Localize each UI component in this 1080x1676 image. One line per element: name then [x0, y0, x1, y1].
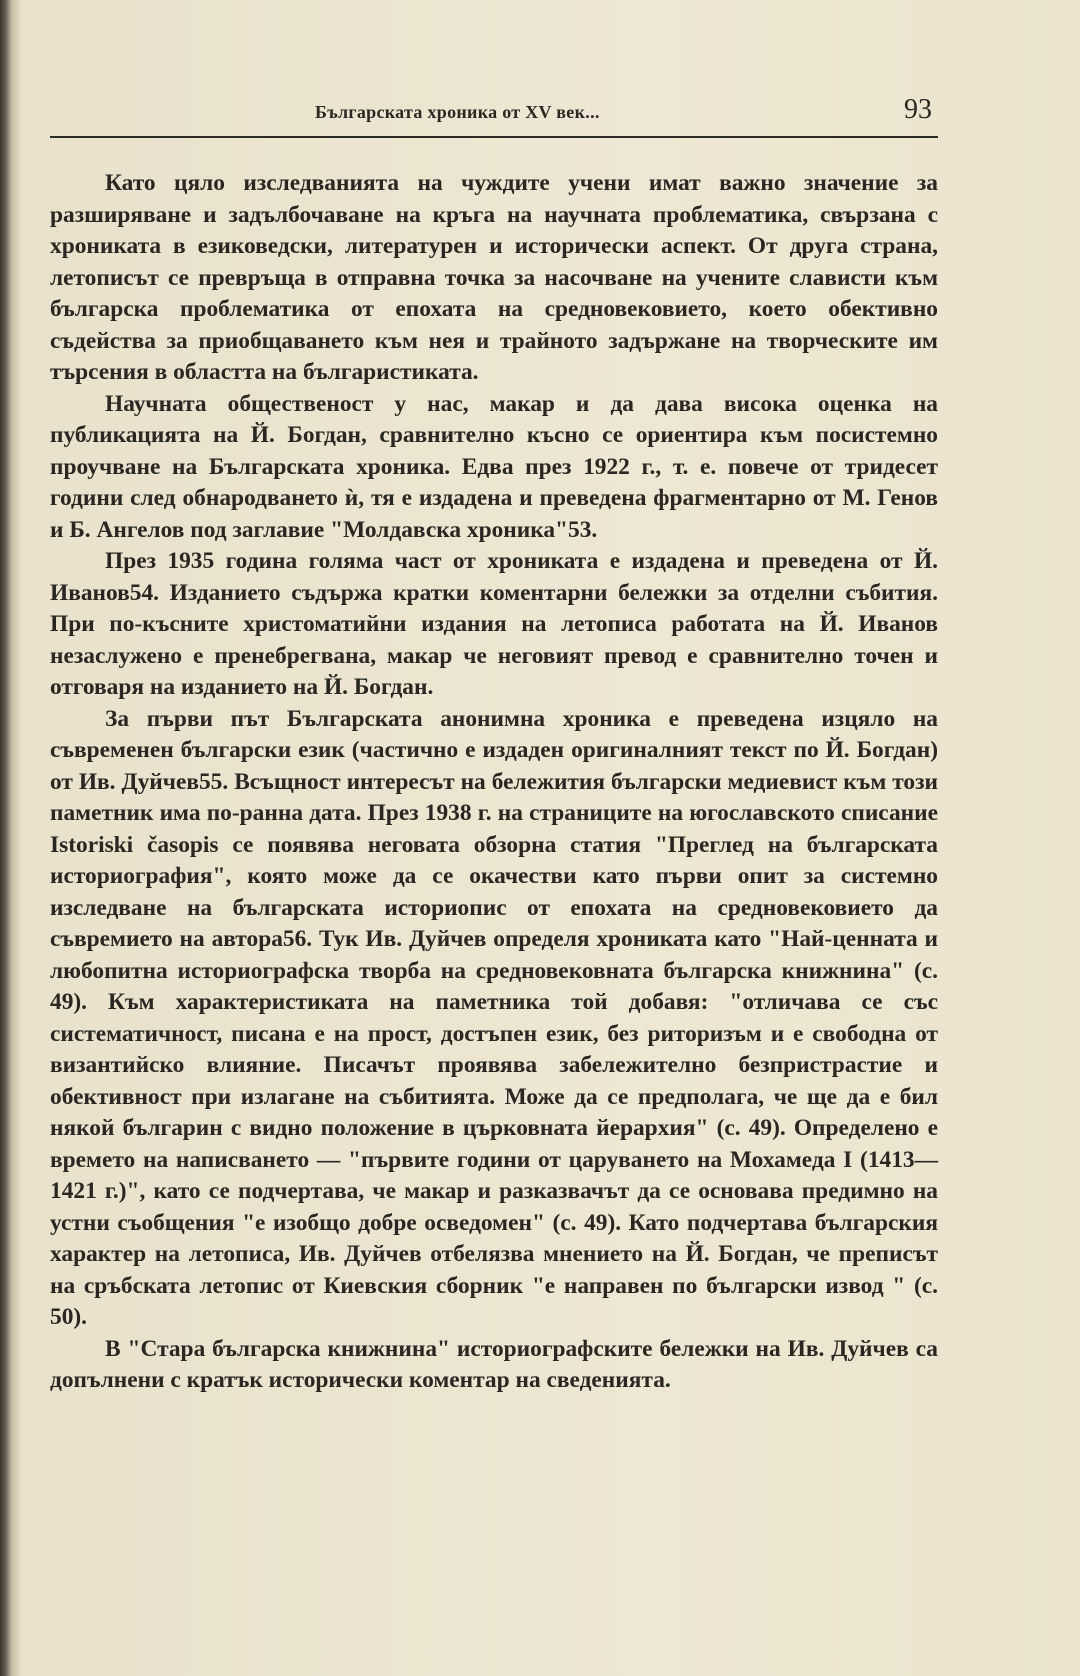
paragraph: През 1935 година голяма част от хрониката е издадена и преведена от Й. Иванов54. Изданието съдържа кратки коментарни бележки за отделни събития. При по-късните христоматийни издания на летописа работата на Й. Иванов незаслужено е пренебрегвана, макар че неговият превод е сравнително точен и отговаря на изданието на Й. Богдан. [50, 548, 938, 700]
paragraph: Научната общественост у нас, макар и да дава висока оценка на публикацията на Й. Богдан, сравнително късно се ориентира към посистемно проучване на Българската хроника. Едва през 1922 г., т. е. повече от тридесет години след обнародването ѝ, тя е издадена и преведена фрагментарно от М. Генов и Б. Ангелов под заглавие "Молдавска хроника"53. [50, 390, 938, 543]
paragraph: В "Стара българска книжнина" историографските бележки на Ив. Дуйчев са допълнени с кратък исторически коментар на сведенията. [50, 1335, 938, 1393]
paragraph: За първи път Българската анонимна хроника е преведена изцяло на съвременен български език (частично е издаден оригиналният текст по Й. Богдан) от Ив. Дуйчев55. Всъщност интересът на бележития български медиевист към този паметник има по-ранна дата. През 1938 г. на страниците на югославското списание Istoriski časopis се появява неговата обзорна статия "Преглед на българската историография", която може да се окачестви като първи опит за системно изследване на българската историопис от епохата на средновековието да съвремието на автора56. Тук Ив. Дуйчев определя хрониката като "Най-ценната и любопитна историографска творба на средновековната българска книжнина" (с. 49). Към характеристиката на паметника той добавя: "отличава се със систематичност, писана е на прост, достъпен език, без риторизъм и е свободна от византийско влияние. Писачът проявява забележително безпристрастие и обективност при излагане на събитията. Може да се предполага, че ще да е бил някой българин с видно положение в църковната йерархия" (с. 49). Определено е времето на написването — "първите години от царуването на Мохамеда I (1413—1421 г.)", като се подчертава, че макар и разказвачът да се основава предимно на устни съобщения "е изобщо добре осведомен" (с. 49). Като подчертава българския характер на летописа, Ив. Дуйчев отбелязва мнението на Й. Богдан, че преписът на сръбската летопис от Киевския сборник "е направен по български извод " (с. 50). [50, 705, 938, 1330]
paragraph: Като цяло изследванията на чуждите учени имат важно значение за разширяване и задълбочаване на кръга на научната проблематика, свързана с хрониката в езиковедски, литературен и исторически аспект. От друга страна, летописът се превръща в отправна точка за насочване на учените слависти към българска проблематика от епохата на средновековието, което обективно съдейства за приобщаването към нея и трайното задържане на творческите им търсения в областта на българистиката. [50, 170, 938, 385]
running-header-title: Българската хроника от XV век... [315, 102, 600, 122]
page-number: 93 [904, 94, 932, 125]
running-header [50, 96, 938, 138]
body-text [50, 168, 938, 1397]
